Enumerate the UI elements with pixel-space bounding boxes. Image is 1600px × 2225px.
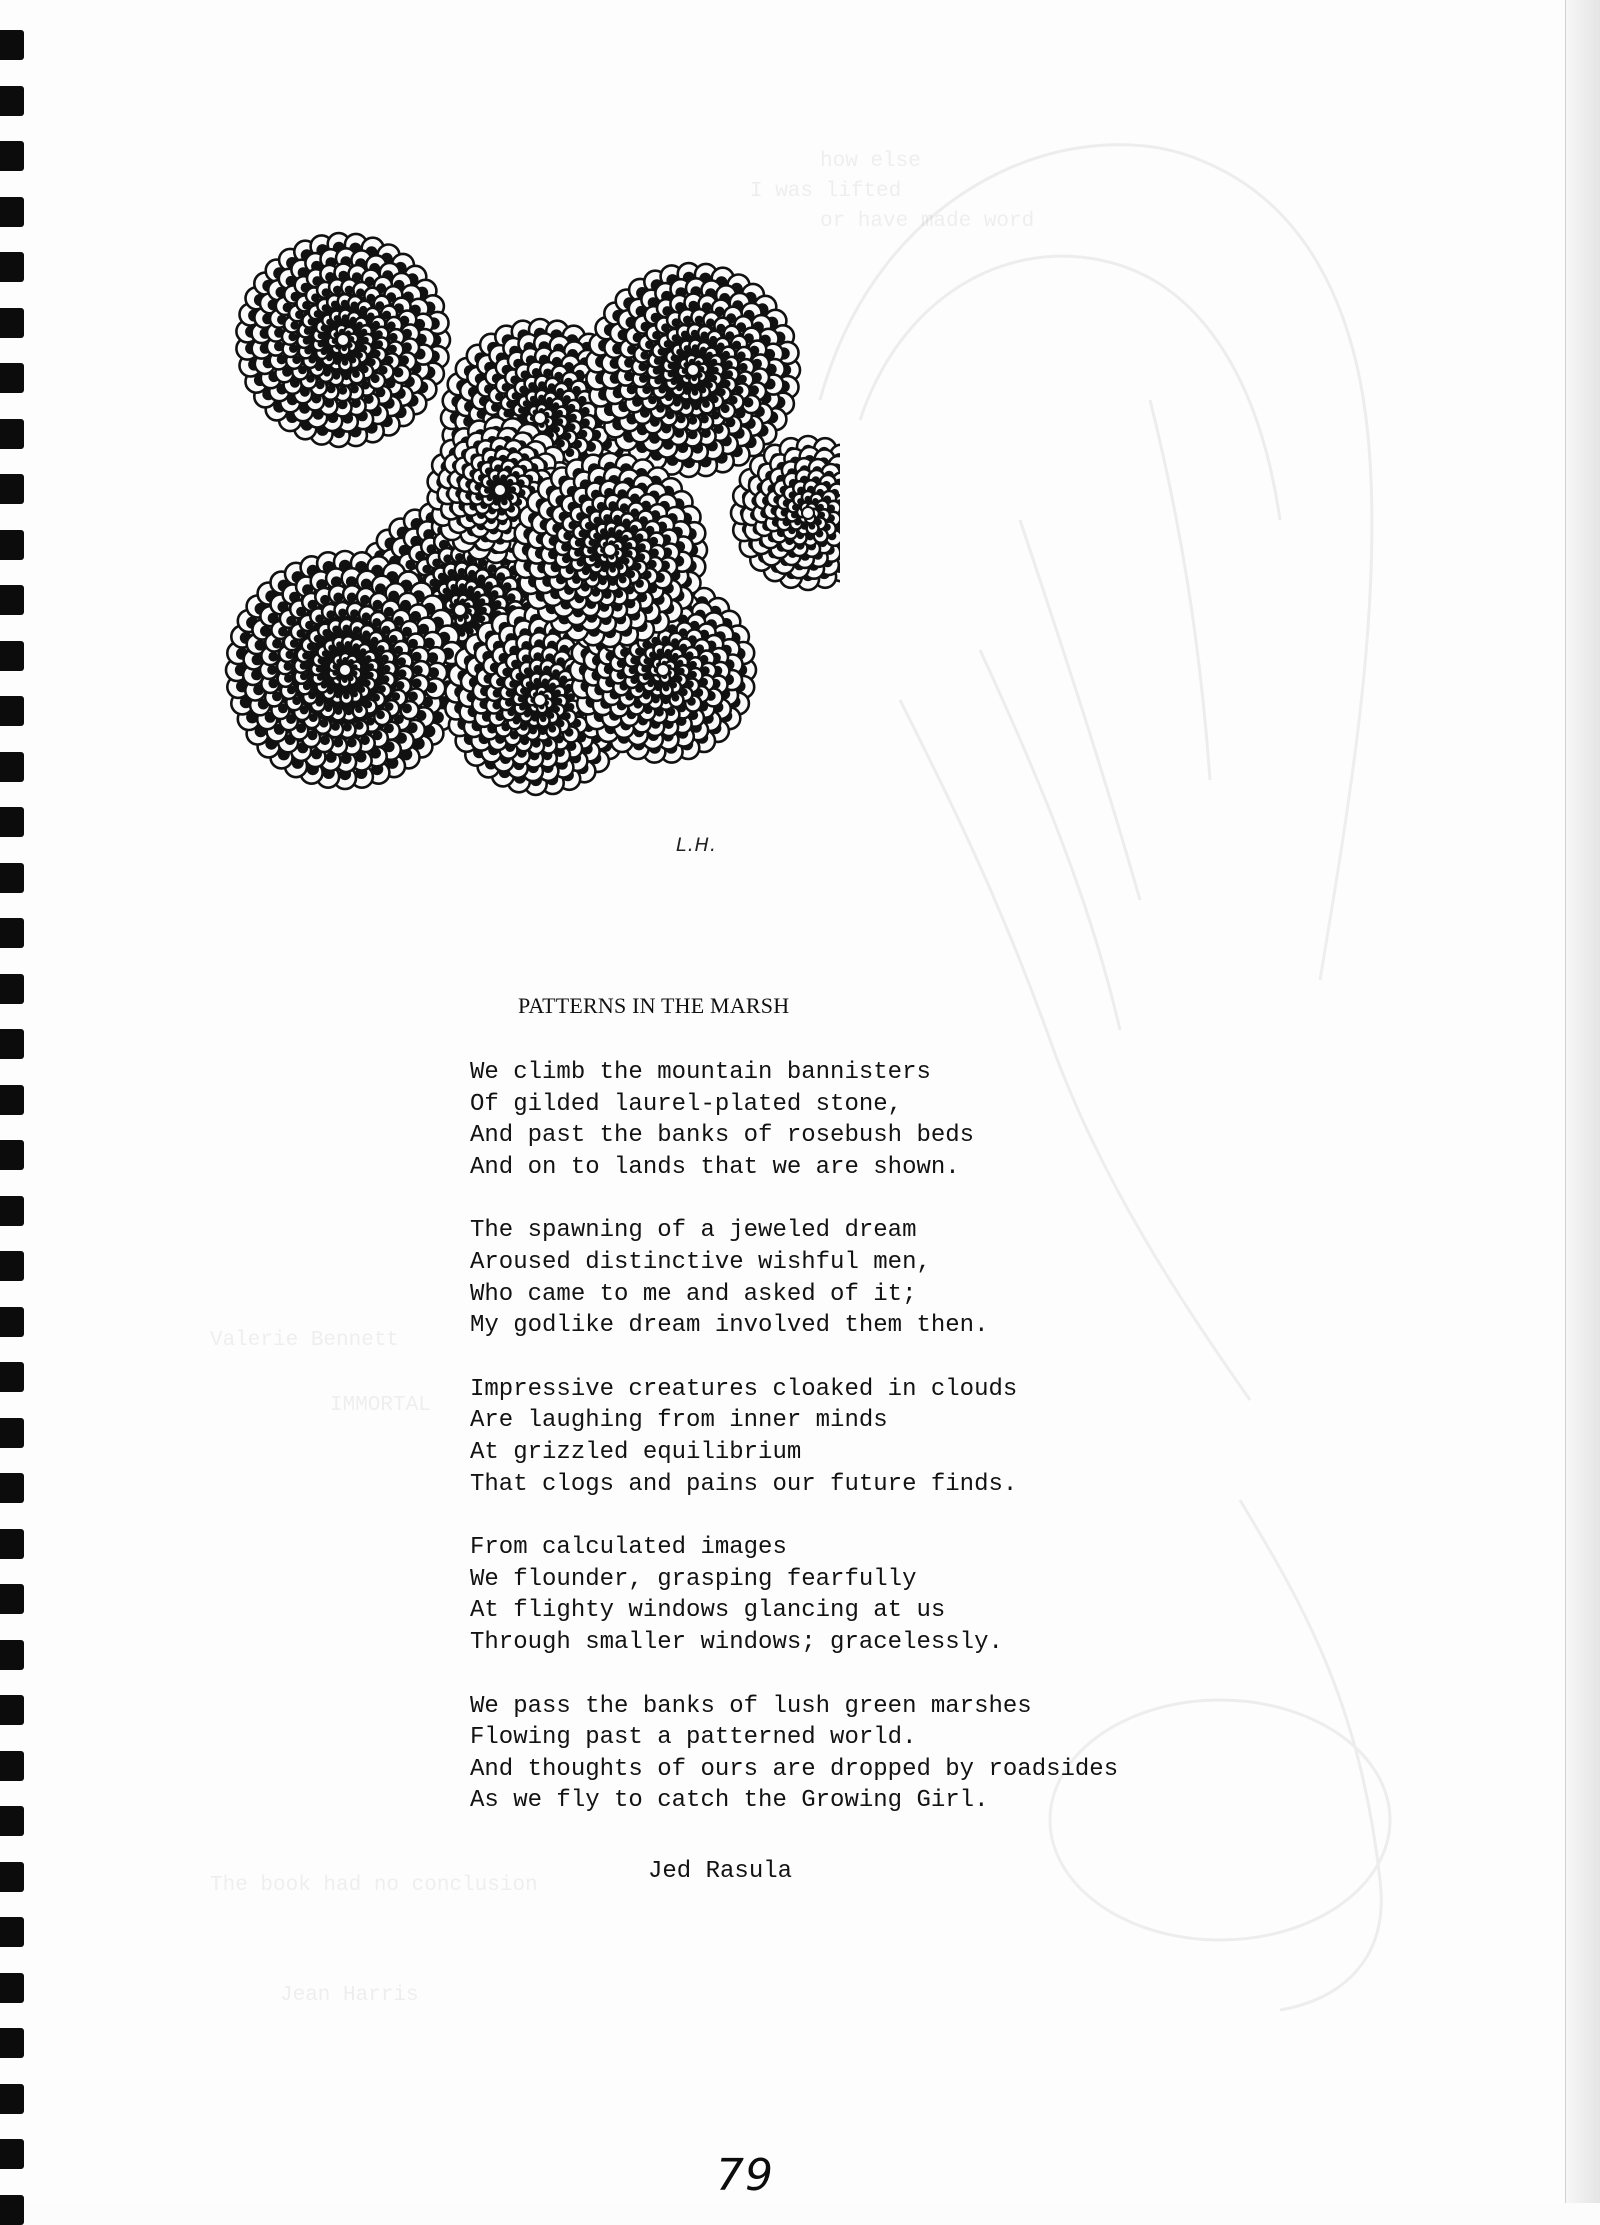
poem-line: From calculated images: [470, 1534, 787, 1562]
poem-line: At grizzled equilibrium: [470, 1438, 802, 1466]
poem-body: [470, 1057, 1230, 1849]
binding-hole: [0, 1196, 24, 1226]
binding-hole: [0, 974, 24, 1004]
poem-line: Flowing past a patterned world.: [470, 1724, 917, 1752]
binding-hole: [0, 1584, 24, 1614]
stanza-5: [470, 1691, 1230, 1817]
binding-hole: [0, 141, 24, 171]
binding-hole: [0, 1473, 24, 1503]
binding-hole: [0, 1140, 24, 1170]
binding-hole: [0, 2139, 24, 2169]
binding-hole: [0, 530, 24, 560]
binding-hole: [0, 308, 24, 338]
binding-hole: [0, 585, 24, 615]
page-number: 79: [716, 2150, 774, 2201]
binding-hole: [0, 1806, 24, 1836]
stanza-4: [470, 1532, 1230, 1658]
poem-line: The spawning of a jeweled dream: [470, 1217, 917, 1245]
poem-line: And on to lands that we are shown.: [470, 1153, 960, 1181]
poem-line: We pass the banks of lush green marshes: [470, 1692, 1032, 1720]
flower-rosette: [586, 263, 800, 477]
binding-hole: [0, 1862, 24, 1892]
binding-hole: [0, 197, 24, 227]
poem-line: My godlike dream involved them then.: [470, 1312, 989, 1340]
poem-line: That clogs and pains our future finds.: [470, 1470, 1018, 1498]
stanza-2: [470, 1215, 1230, 1341]
binding-hole: [0, 474, 24, 504]
binding-hole: [0, 1307, 24, 1337]
svg-text:how else: how else: [820, 150, 921, 173]
binding-hole: [0, 1751, 24, 1781]
binding-hole: [0, 1917, 24, 1947]
binding-hole: [0, 419, 24, 449]
poem-line: Of gilded laurel-plated stone,: [470, 1090, 903, 1118]
poem-line: Aroused distinctive wishful men,: [470, 1248, 931, 1276]
binding-hole: [0, 1085, 24, 1115]
binding-hole: [0, 2084, 24, 2114]
poem-line: And past the banks of rosebush beds: [470, 1122, 975, 1150]
poem-line: Impressive creatures cloaked in clouds: [470, 1375, 1018, 1403]
binding-hole: [0, 1029, 24, 1059]
binding-hole: [0, 807, 24, 837]
poem-line: Are laughing from inner minds: [470, 1407, 888, 1435]
poem-line: We flounder, grasping fearfully: [470, 1565, 917, 1593]
spiral-binding: [0, 0, 30, 2203]
svg-text:or have made word: or have made word: [820, 210, 1035, 233]
poem-line: Who came to me and asked of it;: [470, 1280, 917, 1308]
binding-hole: [0, 252, 24, 282]
flower-rosette: [513, 453, 707, 647]
poem-author: Jed Rasula: [648, 1858, 793, 1885]
binding-hole: [0, 1251, 24, 1281]
binding-hole: [0, 1362, 24, 1392]
artist-initials: L.H.: [676, 834, 717, 856]
binding-hole: [0, 752, 24, 782]
page-edge-shadow: [1565, 0, 1600, 2203]
binding-hole: [0, 696, 24, 726]
svg-text:Valerie Bennett: Valerie Bennett: [210, 1329, 400, 1352]
binding-hole: [0, 30, 24, 60]
flower-cluster-illustration: [200, 230, 840, 830]
flower-rosette: [226, 551, 464, 789]
poem-line: At flighty windows glancing at us: [470, 1597, 946, 1625]
svg-text:IMMORTAL: IMMORTAL: [330, 1394, 431, 1417]
binding-hole: [0, 641, 24, 671]
poem-line: Through smaller windows; gracelessly.: [470, 1628, 1003, 1656]
poem-line: And thoughts of ours are dropped by roadsides: [470, 1755, 1119, 1783]
binding-hole: [0, 1973, 24, 2003]
flower-rosette: [236, 233, 450, 447]
binding-hole: [0, 1529, 24, 1559]
poem-title: PATTERNS IN THE MARSH: [518, 993, 790, 1018]
binding-hole: [0, 1418, 24, 1448]
poem-line: As we fly to catch the Growing Girl.: [470, 1787, 989, 1815]
binding-hole: [0, 363, 24, 393]
svg-text:The book had no conclusion: The book had no conclusion: [210, 1874, 538, 1897]
stanza-1: [470, 1057, 1230, 1183]
binding-hole: [0, 1695, 24, 1725]
binding-hole: [0, 863, 24, 893]
svg-text:I was lifted: I was lifted: [750, 180, 902, 203]
binding-hole: [0, 1640, 24, 1670]
binding-hole: [0, 918, 24, 948]
svg-text:Jean Harris: Jean Harris: [280, 1984, 419, 2007]
binding-hole: [0, 2195, 24, 2225]
binding-hole: [0, 86, 24, 116]
binding-hole: [0, 2028, 24, 2058]
poem-line: We climb the mountain bannisters: [470, 1059, 931, 1086]
stanza-3: [470, 1374, 1230, 1500]
